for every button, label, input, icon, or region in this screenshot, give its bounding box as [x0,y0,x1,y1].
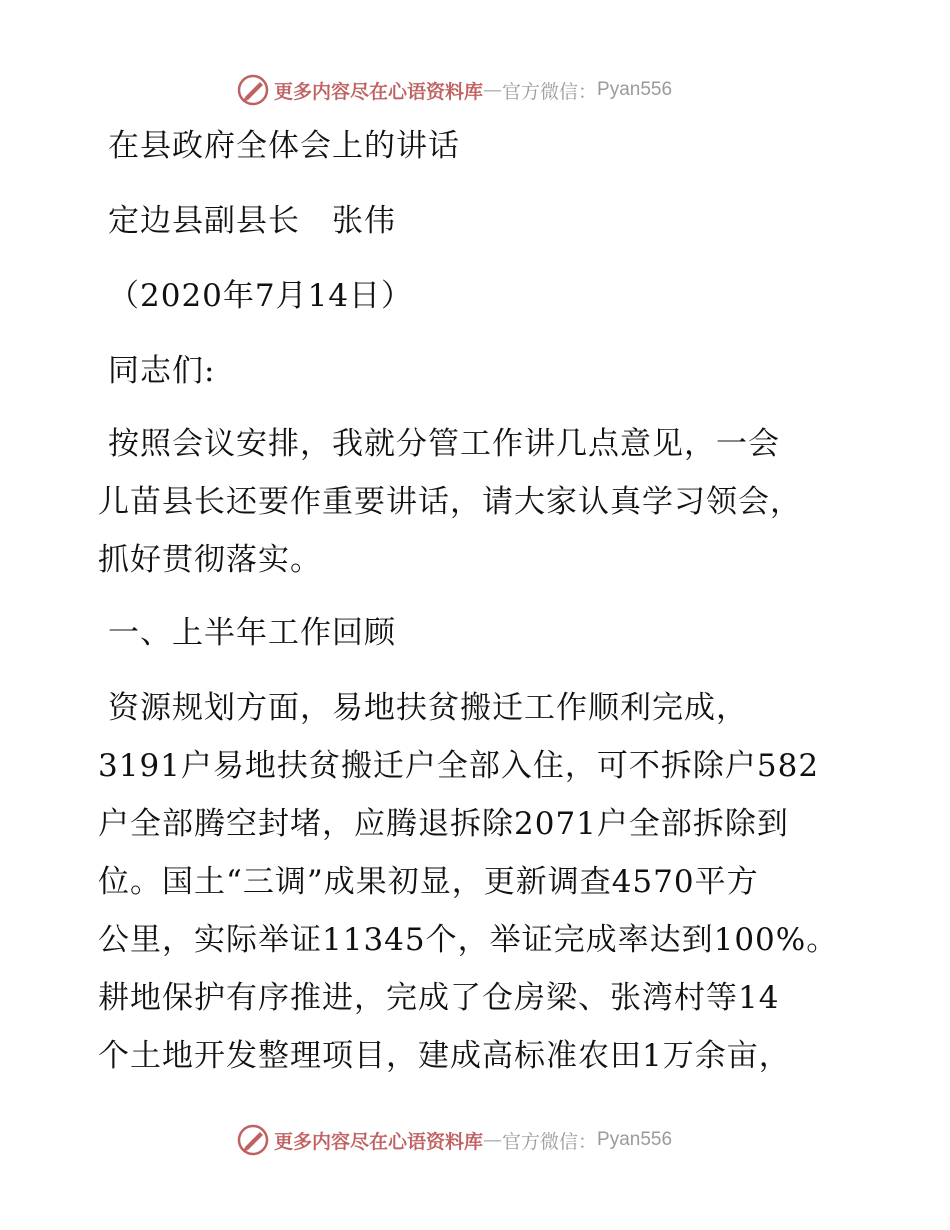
body-line: 个土地开发整理项目，建成高标准农田1万余亩， [98,1038,791,1074]
body-line: 3191户易地扶贫搬迁户全部入住，可不拆除户582 [98,748,820,784]
speaker-line: 定边县副县长 张伟 [108,203,396,239]
intro-line: 按照会议安排，我就分管工作讲几点意见，一会 [108,426,780,462]
footer-watermark [236,1123,672,1157]
body-line: 户全部腾空封堵，应腾退拆除2071户全部拆除到 [98,806,789,842]
body-line: 资源规划方面，易地扶贫搬迁工作顺利完成， [108,690,748,726]
body-line: 公里，实际举证11345个，举证完成率达到100%。 [98,922,839,958]
salutation: 同志们: [108,353,216,389]
watermark-id: Pyan556 [597,1129,673,1150]
document-title: 在县政府全体会上的讲话 [108,128,460,164]
pen-logo-icon [236,1123,270,1157]
section-heading: 一、上半年工作回顾 [108,615,396,651]
pen-logo-icon [236,73,270,107]
watermark-main-text: 更多内容尽在心语资料库 [274,80,484,103]
body-line: 位。国土“三调”成果初显，更新调查4570平方 [98,864,759,900]
body-line: 耕地保护有序推进，完成了仓房梁、张湾村等14 [98,980,780,1016]
watermark-sub-text: 官方微信： [502,1130,598,1153]
header-watermark [236,73,672,107]
watermark-sub-text: 官方微信： [502,80,598,103]
watermark-main-text: 更多内容尽在心语资料库 [274,1130,484,1153]
intro-line: 儿苗县长还要作重要讲话，请大家认真学习领会， [98,484,802,520]
watermark-id: Pyan556 [597,79,673,100]
watermark-separator: — [483,1129,503,1151]
intro-line: 抓好贯彻落实。 [98,542,322,578]
date-line: （2020年7月14日） [108,278,414,314]
watermark-separator: — [483,79,503,101]
